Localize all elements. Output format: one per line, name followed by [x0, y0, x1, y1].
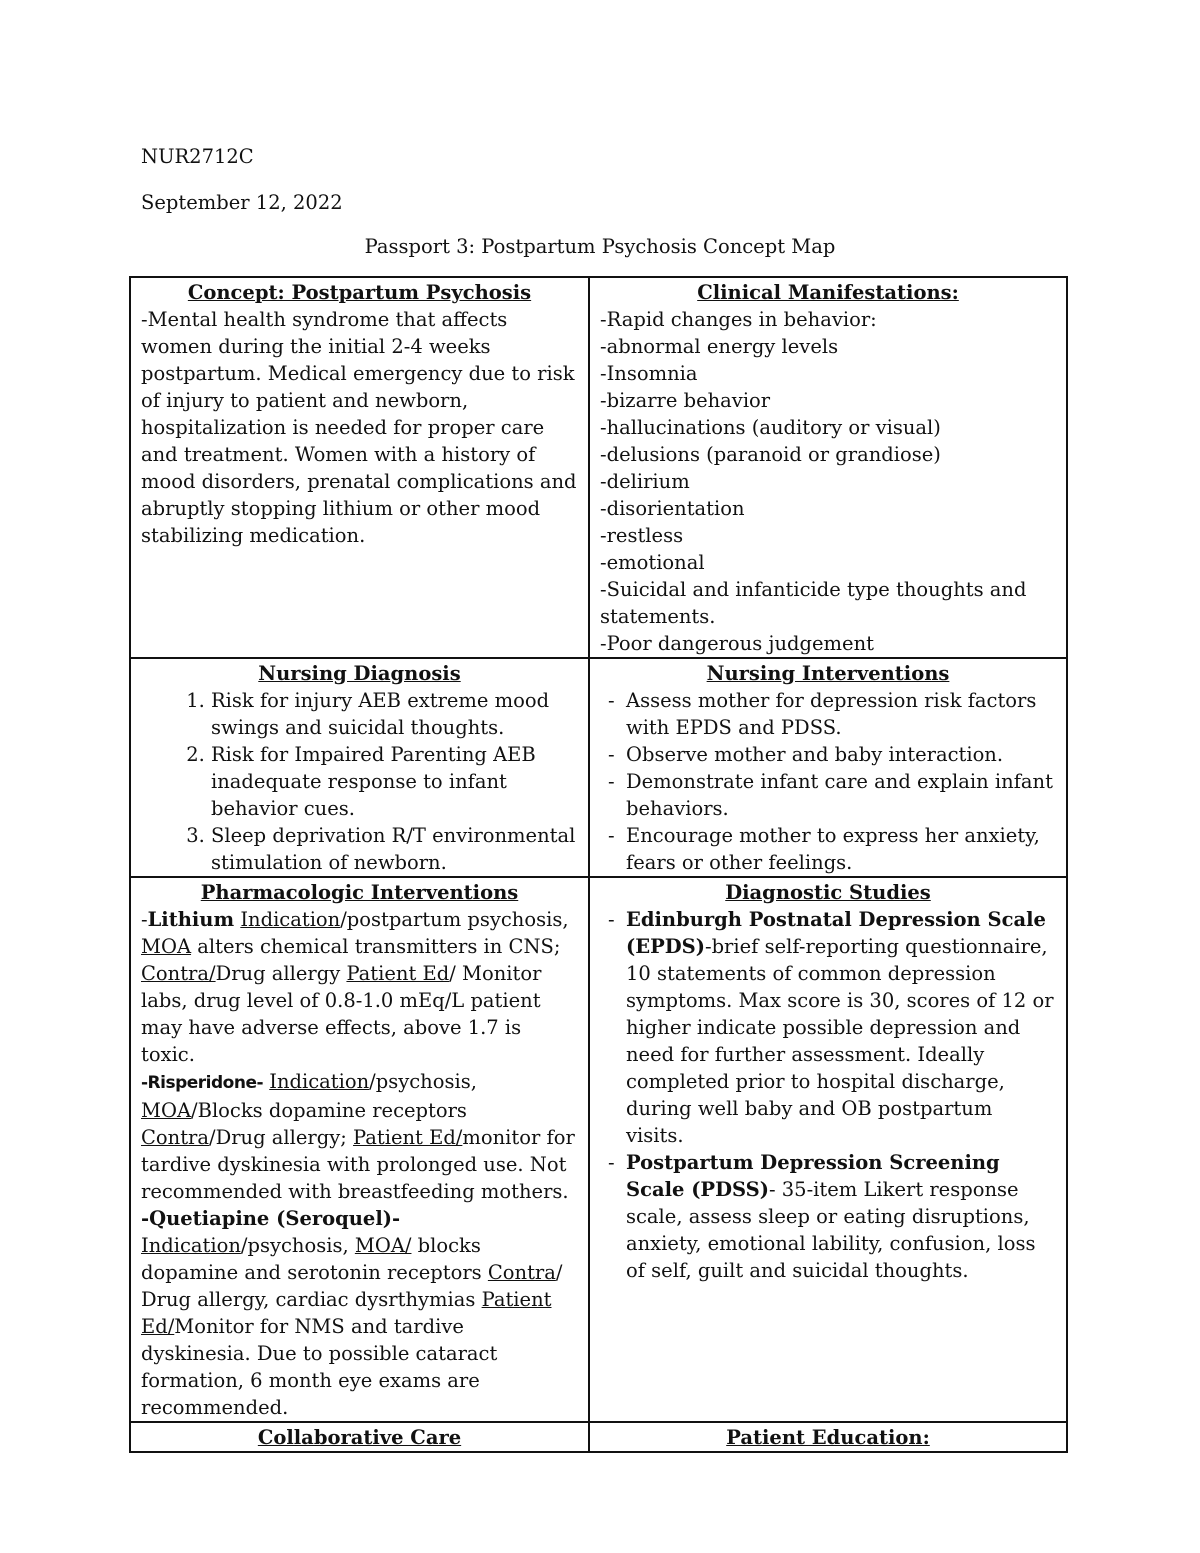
- quetiapine-indication-label: Indication: [141, 1234, 241, 1257]
- diagnostic-studies-cell: [589, 877, 1067, 1422]
- lithium-patient-ed-text: / Monitor labs, drug level of 0.8-1.0 mEq/L patient may have adverse effects, above 1.7 is toxic.: [141, 962, 542, 1066]
- lithium-name: Lithium: [147, 908, 235, 931]
- concept-cell: [130, 277, 589, 658]
- intervention-item: - Assess mother for depression risk factors with EPDS and PDSS.: [600, 687, 1056, 741]
- lithium-moa-text: alters chemical transmitters in CNS;: [191, 935, 561, 958]
- clinical-item: -abnormal energy levels: [600, 335, 839, 358]
- nursing-diagnosis-cell: [130, 658, 589, 877]
- quetiapine-patient-ed-text: Monitor for NMS and tardive dyskinesia. Due to possible cataract formation, 6 month eye exams are recommended.: [141, 1315, 498, 1419]
- risperidone-entry: [141, 1068, 578, 1205]
- course-code: NUR2712C: [141, 145, 254, 168]
- quetiapine-entry: [141, 1205, 578, 1421]
- nursing-diagnosis-list: [141, 687, 578, 876]
- lithium-dash: -: [141, 908, 148, 931]
- pdss-name: Postpartum Depression Screening Scale (PDSS): [626, 1151, 1000, 1201]
- lithium-patient-ed-label: Patient Ed: [346, 962, 450, 985]
- collaborative-care-cell: [130, 1422, 589, 1452]
- page-title: Passport 3: Postpartum Psychosis Concept Map: [364, 235, 836, 258]
- patient-education-cell: [589, 1422, 1067, 1452]
- lithium-moa-label: MOA: [141, 935, 192, 958]
- clinical-item: -Insomnia: [600, 362, 698, 385]
- concept-heading: Concept: Postpartum Psychosis: [187, 281, 532, 304]
- collaborative-heading: Collaborative Care: [257, 1426, 462, 1449]
- clinical-item: -Suicidal and infanticide type thoughts and statements.: [600, 578, 1027, 628]
- nursing-interventions-cell: [589, 658, 1067, 877]
- clinical-item: -Poor dangerous judgement: [600, 632, 874, 655]
- clinical-item: -disorientation: [600, 497, 745, 520]
- lithium-indication-label: Indication: [240, 908, 341, 931]
- quetiapine-name: -Quetiapine (Seroquel)-: [141, 1207, 401, 1230]
- lithium-indication-text: /postpartum psychosis,: [340, 908, 569, 931]
- diagnostic-heading: Diagnostic Studies: [725, 881, 931, 904]
- risperidone-moa-text: /Blocks dopamine receptors: [191, 1099, 467, 1122]
- lithium-contra-text: Drug allergy: [215, 962, 347, 985]
- risperidone-moa-label: MOA: [141, 1099, 192, 1122]
- quetiapine-moa-label: MOA/: [354, 1234, 412, 1257]
- nursing-interventions-heading: Nursing Interventions: [706, 662, 950, 685]
- epds-text: -brief self-reporting questionnaire, 10 statements of common depression symptoms. Max score is 30, scores of 12 or higher indicate possible depression and need for further assessment. Ideally completed prior to hospital discharge, during well baby and OB postpartum visits.: [626, 935, 1054, 1147]
- intervention-item: - Encourage mother to express her anxiety, fears or other feelings.: [600, 822, 1056, 876]
- diagnostic-list: [600, 906, 1056, 1284]
- quetiapine-indication-text: /psychosis,: [240, 1234, 349, 1257]
- clinical-manifestations-cell: [589, 277, 1067, 658]
- intervention-item: - Demonstrate infant care and explain infant behaviors.: [600, 768, 1056, 822]
- diagnostic-item-pdss: [600, 1149, 1056, 1284]
- quetiapine-moa-text: blocks dopamine and serotonin receptors: [141, 1234, 488, 1284]
- diagnosis-item: 1. Risk for injury AEB extreme mood swings and suicidal thoughts.: [211, 687, 578, 741]
- clinical-list: [600, 306, 1056, 657]
- concept-body: -Mental health syndrome that affects women during the initial 2-4 weeks postpartum. Medical emergency due to risk of injury to patient and newborn, hospitalization is needed for proper care and treatment. Women with a history of mood disorders, prenatal complications and abruptly stopping lithium or other mood stabilizing medication.: [141, 308, 577, 547]
- concept-map-table: [129, 276, 1068, 1453]
- quetiapine-contra-text: / Drug allergy, cardiac dysrthymias: [141, 1261, 563, 1311]
- lithium-entry: [141, 906, 578, 1068]
- risperidone-patient-ed-label: Patient Ed/: [353, 1126, 463, 1149]
- diagnosis-item: 3. Sleep deprivation R/T environmental stimulation of newborn.: [211, 822, 578, 876]
- epds-name: Edinburgh Postnatal Depression Scale (EPDS): [626, 908, 1046, 958]
- nursing-diagnosis-heading: Nursing Diagnosis: [258, 662, 461, 685]
- document-date: September 12, 2022: [141, 191, 343, 214]
- risperidone-contra-label: Contra: [141, 1126, 210, 1149]
- lithium-contra-label: Contra/: [141, 962, 216, 985]
- clinical-item: -delirium: [600, 470, 690, 493]
- pharmacologic-cell: [130, 877, 589, 1422]
- diagnostic-item-epds: [600, 906, 1056, 1149]
- clinical-item: -emotional: [600, 551, 705, 574]
- clinical-item: -bizarre behavior: [600, 389, 771, 412]
- risperidone-patient-ed-text: monitor for tardive dyskinesia with prolonged use. Not recommended with breastfeeding mothers.: [141, 1126, 575, 1203]
- risperidone-name: -Risperidone-: [141, 1073, 264, 1093]
- clinical-heading: Clinical Manifestations:: [697, 281, 959, 304]
- patient-education-heading: Patient Education:: [726, 1426, 930, 1449]
- intervention-item: - Observe mother and baby interaction.: [600, 741, 1056, 768]
- diagnosis-item: 2. Risk for Impaired Parenting AEB inadequate response to infant behavior cues.: [211, 741, 578, 822]
- risperidone-indication-label: Indication: [269, 1070, 370, 1093]
- clinical-item: -hallucinations (auditory or visual): [600, 416, 941, 439]
- clinical-item: -delusions (paranoid or grandiose): [600, 443, 941, 466]
- pdss-text: - 35-item Likert response scale, assess sleep or eating disruptions, anxiety, emotional lability, confusion, loss of self, guilt and suicidal thoughts.: [626, 1178, 1036, 1282]
- pharmacologic-heading: Pharmacologic Interventions: [200, 881, 519, 904]
- clinical-item: -restless: [600, 524, 684, 547]
- quetiapine-contra-label: Contra: [487, 1261, 556, 1284]
- risperidone-contra-text: /Drug allergy;: [209, 1126, 354, 1149]
- clinical-item: -Rapid changes in behavior:: [600, 308, 877, 331]
- quetiapine-patient-ed-label: Patient Ed/: [141, 1288, 552, 1338]
- nursing-interventions-list: [600, 687, 1056, 876]
- risperidone-indication-text: /psychosis,: [369, 1070, 477, 1093]
